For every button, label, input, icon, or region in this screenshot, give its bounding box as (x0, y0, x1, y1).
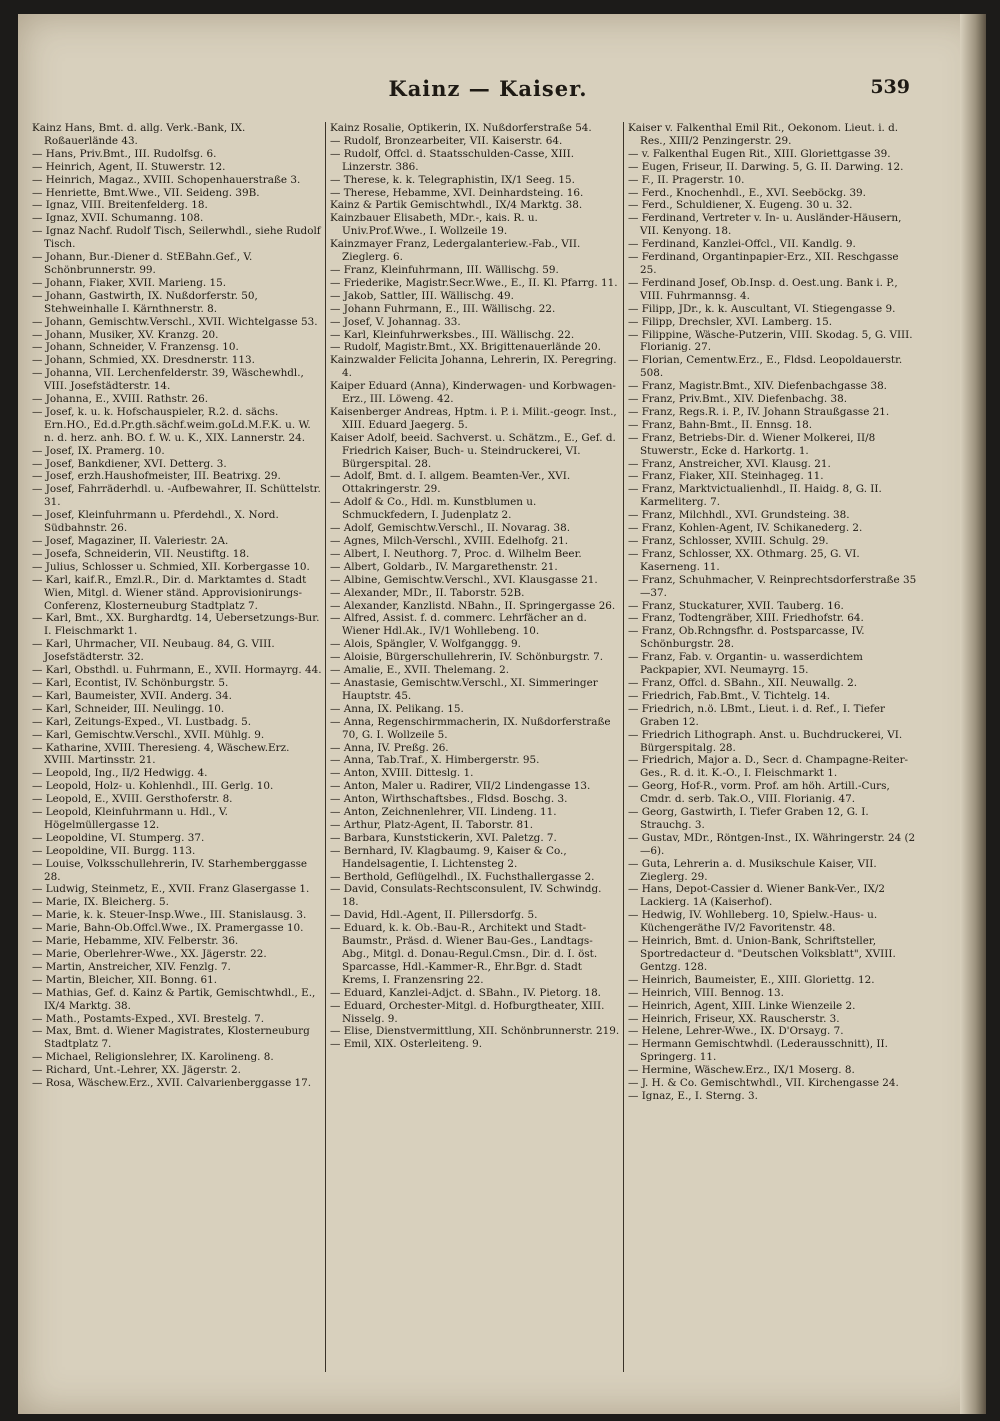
directory-entry: — Ignaz Nachf. Rudolf Tisch, Seilerwhdl., siehe Rudolf Tisch. (32, 225, 321, 251)
directory-entry: — Helene, Lehrer-Wwe., IX. D'Orsayg. 7. (628, 1025, 844, 1038)
directory-entry: — Johann Fuhrmann, E., III. Wällischg. 22. (330, 302, 556, 315)
directory-entry: — Heinrich, Agent, II. Stuwerstr. 12. (32, 160, 226, 173)
directory-entry: — Anton, Maler u. Radirer, VII/2 Lindengasse 13. (330, 780, 591, 793)
directory-entry: — Franz, Marktvictualienhdl., II. Haidg. 8, G. II. Karmeliterg. 7. (628, 483, 882, 509)
directory-entry: — Friedrich, Major a. D., Secr. d. Champagne-Reiter-Ges., R. d. it. K.-O., I. Fleischmarkt 1. (628, 754, 909, 780)
page-header (18, 76, 958, 108)
directory-entry: — Karl, Obsthdl. u. Fuhrmann, E., XVII. Hormayrg. 44. (32, 664, 322, 677)
directory-entry: Kaiser v. Falkenthal Emil Rit., Oekonom. Lieut. i. d. Res., XIII/2 Penzingerstr. 29. (628, 122, 899, 147)
directory-entry: — F., II. Pragerstr. 10. (628, 173, 745, 186)
directory-entry: — Gustav, MDr., Röntgen-Inst., IX. Währingerstr. 24 (2—6). (628, 831, 916, 857)
column-divider (623, 122, 624, 1372)
directory-entry: — Filippine, Wäsche-Putzerin, VIII. Skodag. 5, G. VIII. Florianig. 27. (628, 328, 913, 354)
directory-entry: — Aloisie, Bürgerschullehrerin, IV. Schönburgstr. 7. (330, 651, 604, 664)
directory-entry: — Josef, Kleinfuhrmann u. Pferdehdl., X. Nord. Südbahnstr. 26. (32, 509, 279, 535)
directory-entry: — Martin, Anstreicher, XIV. Fenzlg. 7. (32, 960, 231, 973)
directory-page (18, 14, 986, 1414)
directory-entry: — Franz, Schuhmacher, V. Reinprechtsdorferstraße 35—37. (628, 573, 917, 599)
directory-entry: — Florian, Cementw.Erz., E., Fldsd. Leopoldauerstr. 508. (628, 354, 903, 380)
directory-entry: — Johanna, E., XVIII. Rathstr. 26. (32, 393, 209, 406)
directory-entry: — Josefa, Schneiderin, VII. Neustiftg. 18. (32, 547, 250, 560)
directory-entry: — Agnes, Milch-Verschl., XVIII. Edelhofg. 21. (330, 535, 569, 547)
directory-entry: — Friederike, Magistr.Secr.Wwe., E., II. Kl. Pfarrg. 11. (330, 276, 618, 289)
directory-entry: — Franz, Regs.R. i. P., IV. Johann Straußgasse 21. (628, 405, 890, 418)
directory-entry: — Adolf & Co., Hdl. m. Kunstblumen u. Schmuckfedern, I. Judenplatz 2. (330, 496, 537, 522)
directory-entry: Kainzbauer Elisabeth, MDr.-, kais. R. u. Univ.Prof.Wwe., I. Wollzeile 19. (330, 212, 538, 238)
directory-entry: — Henriette, Bmt.Wwe., VII. Seideng. 39B. (32, 186, 260, 199)
directory-entry: — Franz, Schlosser, XVIII. Schulg. 29. (628, 535, 829, 547)
directory-entry: — Eduard, k. k. Ob.-Bau-R., Architekt und Stadt-Baumstr., Präsd. d. Wiener Bau-Ges., Landtags-Abg., Mitgl. d. Donau-Regul.Cmsn., Dir. d. I. öst. Sparcasse, Hdl.-Kammer-R., Ehr.Bgr. d. Stadt Krems, I. Franzensring 22. (330, 922, 598, 986)
directory-entry: — Anna, IX. Pelikang. 15. (330, 702, 464, 715)
directory-entry: — Ignaz, E., I. Sterng. 3. (628, 1089, 758, 1102)
directory-entry: — Friedrich Lithograph. Anst. u. Buchdruckerei, VI. Bürgerspitalg. 28. (628, 728, 903, 754)
column-1 (32, 122, 322, 1372)
directory-entry: — Karl, Bmt., XX. Burghardtg. 14, Uebersetzungs-Bur. I. Fleischmarkt 1. (32, 612, 320, 638)
directory-entry: — Karl, Zeitungs-Exped., VI. Lustbadg. 5. (32, 715, 252, 728)
directory-entry: — J. H. & Co. Gemischtwhdl., VII. Kirchengasse 24. (628, 1077, 899, 1090)
directory-entry: — David, Hdl.-Agent, II. Pillersdorfg. 5. (330, 909, 538, 922)
directory-entry: — Leopoldine, VII. Burgg. 113. (32, 844, 196, 857)
directory-entry: — Leopoldine, VI. Stumperg. 37. (32, 831, 205, 844)
directory-entry: — Eduard, Orchester-Mitgl. d. Hofburgtheater, XIII. Nisselg. 9. (330, 999, 605, 1025)
directory-entry: — Josef, IX. Pramerg. 10. (32, 444, 165, 457)
directory-entry: — Josef, k. u. k. Hofschauspieler, R.2. d. sächs. Ern.HO., Ed.d.Pr.gth.sächf.weim.goLd.M.F.K. u. W. n. d. herz. anh. BO. f. W. u. K., XIX. Lannerstr. 24. (32, 405, 311, 444)
directory-entry: — Ferd., Schuldiener, X. Eugeng. 30 u. 32. (628, 199, 853, 212)
directory-entry: — Therese, k. k. Telegraphistin, IX/1 Seeg. 15. (330, 173, 575, 186)
directory-entry: — Michael, Religionslehrer, IX. Karolineng. 8. (32, 1051, 274, 1064)
directory-entry: — Heinrich, Bmt. d. Union-Bank, Schriftsteller, Sportredacteur d. "Deutschen Volksblatt", XVIII. Gentzg. 128. (628, 935, 896, 973)
directory-entry: — Martin, Bleicher, XII. Bonng. 61. (32, 973, 218, 986)
directory-entry: — Ignaz, XVII. Schumanng. 108. (32, 212, 204, 225)
directory-entry: — Josef, V. Johannag. 33. (330, 315, 461, 328)
directory-entry: — Heinrich, Magaz., XVIII. Schopenhauerstraße 3. (32, 173, 301, 186)
directory-entry: — Ferdinand Josef, Ob.Insp. d. Oest.ung. Bank i. P., VIII. Fuhrmannsg. 4. (628, 276, 898, 302)
directory-entry: — Anton, Zeichnenlehrer, VII. Lindeng. 11. (330, 806, 557, 819)
directory-entry: — Franz, Fab. v. Organtin- u. wasserdichtem Packpapier, XVI. Neumayrg. 15. (628, 651, 863, 677)
directory-entry: — Josef, Fahrräderhdl. u. -Aufbewahrer, II. Schüttelstr. 31. (32, 483, 321, 509)
directory-entry: — Filipp, JDr., k. k. Auscultant, VI. Stiegengasse 9. (628, 302, 896, 315)
directory-entry: — Guta, Lehrerin a. d. Musikschule Kaiser, VII. Zieglerg. 29. (628, 857, 877, 883)
directory-entry: — Marie, k. k. Steuer-Insp.Wwe., III. Stanislausg. 3. (32, 909, 307, 922)
directory-entry: — Therese, Hebamme, XVI. Deinhardsteing. 16. (330, 186, 584, 199)
directory-entry: — Marie, Oberlehrer-Wwe., XX. Jägerstr. 22. (32, 948, 267, 960)
directory-entry: — Heinrich, Baumeister, E., XIII. Gloriettg. 12. (628, 973, 875, 986)
directory-entry: — Elise, Dienstvermittlung, XII. Schönbrunnerstr. 219. (330, 1025, 620, 1038)
directory-entry: — Hans, Depot-Cassier d. Wiener Bank-Ver., IX/2 Lackierg. 1A (Kaiserhof). (628, 883, 885, 909)
directory-entry: — Alois, Spängler, V. Wolfganggg. 9. (330, 638, 521, 651)
column-3 (628, 122, 918, 1372)
directory-entry: Kainzmayer Franz, Ledergalanteriew.-Fab., VII. Zieglerg. 6. (330, 238, 581, 264)
directory-entry: — Adolf, Bmt. d. I. allgem. Beamten-Ver., XVI. Ottakringerstr. 29. (330, 470, 571, 496)
directory-entry: — Karl, Uhrmacher, VII. Neubaug. 84, G. VIII. Josefstädterstr. 32. (32, 638, 275, 664)
directory-entry: — Karl, Gemischtw.Verschl., XVII. Mühlg. 9. (32, 728, 265, 741)
directory-entry: — Leopold, Kleinfuhrmann u. Hdl., V. Högelmüllergasse 12. (32, 806, 228, 831)
directory-entry: — Berthold, Geflügelhdl., IX. Fuchsthallergasse 2. (330, 870, 595, 883)
directory-entry: — Amalie, E., XVII. Thelemang. 2. (330, 664, 510, 677)
directory-entry: — Franz, Offcl. d. SBahn., XII. Neuwallg. 2. (628, 676, 858, 689)
directory-entry: — Georg, Hof-R., vorm. Prof. am höh. Artill.-Curs, Cmdr. d. serb. Tak.O., VIII. Florianig. 47. (628, 780, 890, 806)
directory-entry: Kaiper Eduard (Anna), Kinderwagen- und Korbwagen-Erz., III. Löweng. 42. (330, 380, 616, 406)
directory-entry: — Alfred, Assist. f. d. commerc. Lehrfächer an d. Wiener Hdl.Ak., IV/1 Wohllebeng. 10. (330, 612, 587, 638)
directory-entry: — Bernhard, IV. Klagbaumg. 9, Kaiser & Co., Handelsagentie, I. Lichtensteg 2. (330, 844, 567, 870)
directory-entry: — Anna, Regenschirmmacherin, IX. Nußdorferstraße 70, G. I. Wollzeile 5. (330, 715, 611, 741)
directory-entry: — Heinrich, Friseur, XX. Rauscherstr. 3. (628, 1012, 840, 1025)
directory-entry: — Johann, Musiker, XV. Kranzg. 20. (32, 328, 219, 341)
directory-entry: — Arthur, Platz-Agent, II. Taborstr. 81. (330, 818, 534, 831)
directory-entry: — Marie, IX. Bleicherg. 5. (32, 896, 169, 909)
directory-entry: — Karl, Baumeister, XVII. Anderg. 34. (32, 689, 232, 702)
directory-entry: — Karl, Econtist, IV. Schönburgstr. 5. (32, 676, 229, 689)
directory-entry: — Rosa, Wäschew.Erz., XVII. Calvarienberggasse 17. (32, 1077, 312, 1090)
directory-entry: — Franz, Magistr.Bmt., XIV. Diefenbachgasse 38. (628, 380, 887, 393)
directory-entry: — Karl, Schneider, III. Neulingg. 10. (32, 702, 225, 715)
directory-entry: — Franz, Milchhdl., XVI. Grundsteing. 38. (628, 509, 850, 522)
directory-entry: — Josef, Bankdiener, XVI. Detterg. 3. (32, 457, 227, 470)
directory-entry: — Karl, Kleinfuhrwerksbes., III. Wällischg. 22. (330, 328, 575, 341)
directory-entry: — Louise, Volksschullehrerin, IV. Starhemberggasse 28. (32, 857, 308, 883)
directory-entry: — Karl, kaif.R., Emzl.R., Dir. d. Marktamtes d. Stadt Wien, Mitgl. d. Wiener ständ. Approvisionirungs-Conferenz, Klosterneuburg Stadtplatz 7. (32, 573, 307, 612)
directory-entry: — Anna, Tab.Traf., X. Himbergerstr. 95. (330, 754, 540, 767)
directory-entry: — Anastasie, Gemischtw.Verschl., XI. Simmeringer Hauptstr. 45. (330, 676, 598, 702)
directory-entry: — Franz, Kohlen-Agent, IV. Schikanederg. 2. (628, 522, 863, 535)
page-number: 539 (870, 76, 910, 98)
directory-entry: — Heinrich, Agent, XIII. Linke Wienzeile 2. (628, 999, 856, 1012)
directory-entry: — Franz, Stuckaturer, XVII. Tauberg. 16. (628, 599, 844, 612)
directory-entry: — Ferdinand, Organtinpapier-Erz., XII. Reschgasse 25. (628, 251, 899, 276)
directory-entry: — Friedrich, n.ö. LBmt., Lieut. i. d. Ref., I. Tiefer Graben 12. (628, 702, 886, 728)
directory-entry: — Franz, Ob.Rchngsfhr. d. Postsparcasse, IV. Schönburgstr. 28. (628, 625, 865, 651)
directory-entry: — Rudolf, Magistr.Bmt., XX. Brigittenauerlände 20. (330, 341, 601, 354)
directory-entry: Kainzwalder Felicita Johanna, Lehrerin, IX. Peregring. 4. (330, 354, 617, 380)
directory-entry: — Ferdinand, Kanzlei-Offcl., VII. Kandlg. 9. (628, 238, 856, 251)
directory-entry: Kainz & Partik Gemischtwhdl., IX/4 Marktg. 38. (330, 199, 583, 212)
directory-entry: — Jakob, Sattler, III. Wällischg. 49. (330, 289, 514, 302)
directory-entry: — Barbara, Kunststickerin, XVI. Paletzg. 7. (330, 831, 557, 844)
directory-entry: — Emil, XIX. Osterleiteng. 9. (330, 1038, 483, 1051)
directory-entry: — Max, Bmt. d. Wiener Magistrates, Klosterneuburg Stadtplatz 7. (32, 1025, 310, 1051)
directory-entry: — Marie, Hebamme, XIV. Felberstr. 36. (32, 935, 239, 948)
directory-entry: — David, Consulats-Rechtsconsulent, IV. Schwindg. 18. (330, 883, 602, 909)
directory-entry: — Franz, Priv.Bmt., XIV. Diefenbachg. 38. (628, 393, 848, 406)
directory-entry: — Rudolf, Offcl. d. Staatsschulden-Casse, XIII. Linzerstr. 386. (330, 147, 575, 173)
directory-entry: — Franz, Betriebs-Dir. d. Wiener Molkerei, II/8 Stuwerstr., Ecke d. Harkortg. 1. (628, 431, 876, 457)
page-title: Kainz — Kaiser. (388, 76, 588, 101)
directory-entry: — Albert, Goldarb., IV. Margarethenstr. 21. (330, 560, 558, 573)
directory-entry: — Heinrich, VIII. Bennog. 13. (628, 986, 784, 999)
directory-entry: — Johann, Bur.-Diener d. StEBahn.Gef., V. Schönbrunnerstr. 99. (32, 251, 253, 276)
directory-entry: — Franz, Kleinfuhrmann, III. Wällischg. 59. (330, 263, 559, 276)
directory-entry: — Franz, Anstreicher, XVI. Klausg. 21. (628, 457, 831, 470)
directory-entry: — Filipp, Drechsler, XVI. Lamberg. 15. (628, 315, 833, 328)
directory-entry: Kainz Hans, Bmt. d. allg. Verk.-Bank, IX. Roßauerlände 43. (32, 122, 246, 147)
directory-entry: — Anna, IV. Preßg. 26. (330, 741, 449, 754)
directory-entry: — Johann, Schmied, XX. Dresdnerstr. 113. (32, 354, 255, 367)
directory-entry: — Johann, Schneider, V. Franzensg. 10. (32, 341, 239, 354)
directory-entry: — Rudolf, Bronzearbeiter, VII. Kaiserstr. 64. (330, 134, 563, 147)
directory-entry: — Katharine, XVIII. Theresieng. 4, Wäschew.Erz. XVIII. Martinsstr. 21. (32, 741, 290, 767)
directory-entry: — Franz, Schlosser, XX. Othmarg. 25, G. VI. Kaserneng. 11. (628, 547, 860, 573)
directory-entry: — Franz, Fiaker, XII. Steinhageg. 11. (628, 470, 824, 483)
column-divider (325, 122, 326, 1372)
directory-entry: — Leopold, E., XVIII. Gersthoferstr. 8. (32, 793, 233, 806)
directory-entry: — Leopold, Ing., II/2 Hedwigg. 4. (32, 767, 208, 780)
directory-entry: — Josef, erzh.Haushofmeister, III. Beatrixg. 29. (32, 470, 281, 483)
directory-entry: — Alexander, Kanzlistd. NBahn., II. Springergasse 26. (330, 599, 616, 612)
directory-entry: — Ferd., Knochenhdl., E., XVI. Seeböckg. 39. (628, 186, 866, 199)
directory-entry: — Ignaz, VIII. Breitenfelderg. 18. (32, 199, 208, 212)
directory-entry: — Hedwig, IV. Wohlleberg. 10, Spielw.-Haus- u. Küchengeräthe IV/2 Favoritenstr. 48. (628, 909, 878, 935)
directory-entry: — Anton, Wirthschaftsbes., Fldsd. Boschg. 3. (330, 793, 568, 806)
directory-entry: — Hermann Gemischtwhdl. (Lederausschnitt), II. Springerg. 11. (628, 1038, 888, 1064)
directory-entry: — Marie, Bahn-Ob.Offcl.Wwe., IX. Pramergasse 10. (32, 922, 304, 935)
directory-entry: — Richard, Unt.-Lehrer, XX. Jägerstr. 2. (32, 1064, 241, 1077)
directory-entry: — Albert, I. Neuthorg. 7, Proc. d. Wilhelm Beer. (330, 547, 582, 560)
directory-entry: — Johann, Fiaker, XVII. Marieng. 15. (32, 276, 227, 289)
directory-entry: — Julius, Schlosser u. Schmied, XII. Korbergasse 10. (32, 560, 310, 573)
directory-entry: — Eugen, Friseur, II. Darwing. 5, G. II. Darwing. 12. (628, 160, 904, 173)
directory-entry: — Franz, Bahn-Bmt., II. Ennsg. 18. (628, 418, 813, 431)
directory-entry: — Johanna, VII. Lerchenfelderstr. 39, Wäschewhdl., VIII. Josefstädterstr. 14. (32, 367, 304, 393)
directory-entry: Kaisenberger Andreas, Hptm. i. P. i. Milit.-geogr. Inst., XIII. Eduard Jaegerg. 5. (330, 405, 617, 431)
directory-entry: — Josef, Magaziner, II. Valeriestr. 2A. (32, 535, 229, 547)
directory-entry: — Alexander, MDr., II. Taborstr. 52B. (330, 586, 525, 599)
directory-entry: — Leopold, Holz- u. Kohlenhdl., III. Gerlg. 10. (32, 780, 274, 793)
directory-entry: — Math., Postamts-Exped., XVI. Brestelg. 7. (32, 1012, 265, 1025)
directory-entry: Kaiser Adolf, beeid. Sachverst. u. Schätzm., E., Gef. d. Friedrich Kaiser, Buch- u. Steindruckerei, VI. Bürgerspital. 28. (330, 431, 616, 470)
directory-columns (32, 122, 920, 1372)
directory-entry: — Adolf, Gemischtw.Verschl., II. Novarag. 38. (330, 522, 571, 535)
book-spine-shadow (960, 14, 986, 1414)
directory-entry: — Ludwig, Steinmetz, E., XVII. Franz Glasergasse 1. (32, 883, 310, 896)
directory-entry: — Hermine, Wäschew.Erz., IX/1 Moserg. 8. (628, 1064, 855, 1077)
directory-entry: — Mathias, Gef. d. Kainz & Partik, Gemischtwhdl., E., IX/4 Marktg. 38. (32, 986, 316, 1012)
directory-entry: Kainz Rosalie, Optikerin, IX. Nußdorferstraße 54. (330, 122, 592, 134)
directory-entry: — Anton, XVIII. Ditteslg. 1. (330, 767, 474, 780)
directory-entry: — Eduard, Kanzlei-Adjct. d. SBahn., IV. Pietorg. 18. (330, 986, 601, 999)
directory-entry: — Friedrich, Fab.Bmt., V. Tichtelg. 14. (628, 689, 831, 702)
directory-entry: — Ferdinand, Vertreter v. In- u. Ausländer-Häusern, VII. Kenyong. 18. (628, 212, 902, 238)
directory-entry: — v. Falkenthal Eugen Rit., XIII. Gloriettgasse 39. (628, 147, 891, 160)
directory-entry: — Franz, Todtengräber, XIII. Friedhofstr. 64. (628, 612, 864, 625)
directory-entry: — Georg, Gastwirth, I. Tiefer Graben 12, G. I. Strauchg. 3. (628, 806, 869, 831)
directory-entry: — Johann, Gastwirth, IX. Nußdorferstr. 50, Stehweinhalle I. Kärnthnerstr. 8. (32, 289, 258, 315)
directory-entry: — Hans, Priv.Bmt., III. Rudolfsg. 6. (32, 147, 217, 160)
directory-entry: — Johann, Gemischtw.Verschl., XVII. Wichtelgasse 53. (32, 315, 318, 328)
directory-entry: — Albine, Gemischtw.Verschl., XVI. Klausgasse 21. (330, 573, 598, 586)
column-2 (330, 122, 620, 1372)
